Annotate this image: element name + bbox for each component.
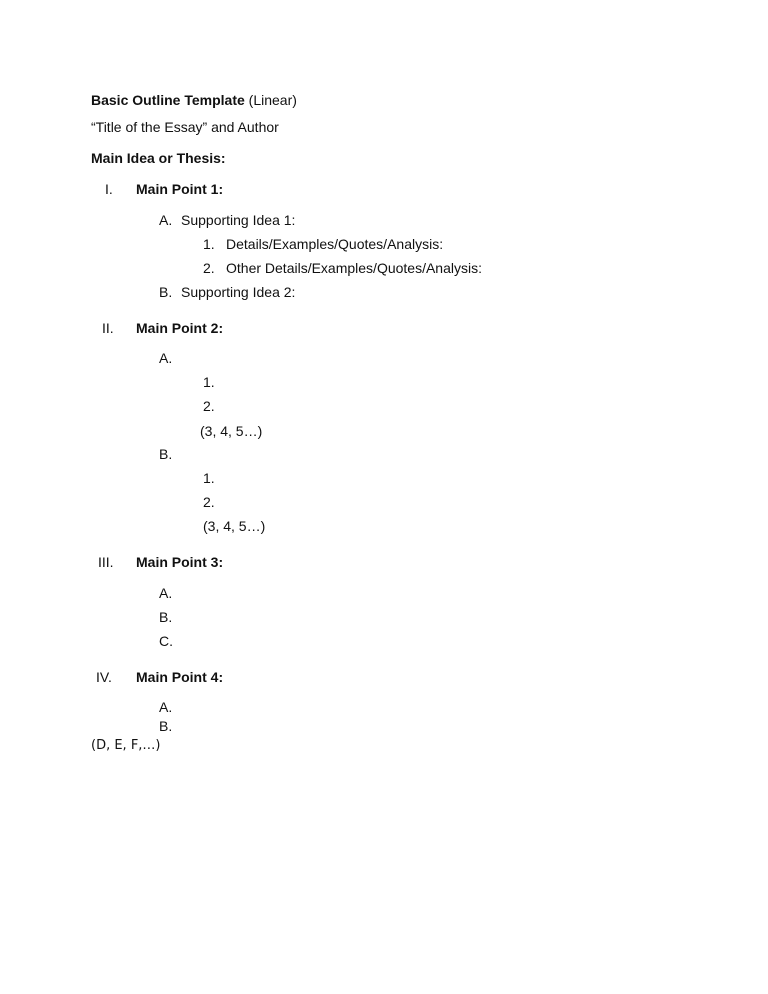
mp2-a-1-number: 1. bbox=[203, 374, 215, 390]
main-point-3-numeral: III. bbox=[98, 554, 114, 570]
mp4-item-a-letter: A. bbox=[159, 699, 173, 715]
mp2-a-continuation: (3, 4, 5…) bbox=[200, 423, 263, 439]
essay-title-line: “Title of the Essay” and Author bbox=[91, 119, 279, 135]
main-point-1-numeral: I. bbox=[105, 181, 113, 197]
mp1-a-1-text: Details/Examples/Quotes/Analysis: bbox=[226, 236, 444, 252]
mp3-item-c-letter: C. bbox=[159, 633, 173, 649]
final-continuation: (D, E, F,…) bbox=[91, 738, 161, 753]
main-point-3-label: Main Point 3: bbox=[136, 554, 224, 570]
mp1-item-b-letter: B. bbox=[159, 284, 173, 300]
mp2-b-continuation: (3, 4, 5…) bbox=[203, 518, 266, 534]
main-point-4-numeral: IV. bbox=[96, 669, 112, 685]
mp2-item-b-letter: B. bbox=[159, 446, 173, 462]
mp3-item-b-letter: B. bbox=[159, 609, 173, 625]
document-title bbox=[91, 91, 297, 109]
mp2-item-a-letter: A. bbox=[159, 350, 173, 366]
mp1-item-a-text: Supporting Idea 1: bbox=[181, 212, 296, 228]
main-point-2-label: Main Point 2: bbox=[136, 320, 224, 336]
main-point-4-label: Main Point 4: bbox=[136, 669, 224, 685]
mp2-a-2-number: 2. bbox=[203, 398, 215, 414]
main-point-1-label: Main Point 1: bbox=[136, 181, 224, 197]
mp1-a-2-text: Other Details/Examples/Quotes/Analysis: bbox=[226, 260, 482, 276]
mp1-item-b-text: Supporting Idea 2: bbox=[181, 284, 296, 300]
title-suffix-text: (Linear) bbox=[244, 92, 297, 108]
mp2-b-2-number: 2. bbox=[203, 494, 215, 510]
thesis-heading: Main Idea or Thesis: bbox=[91, 150, 226, 166]
mp1-a-2-number: 2. bbox=[203, 260, 215, 276]
main-point-2-numeral: II. bbox=[102, 320, 114, 336]
mp4-item-b-letter: B. bbox=[159, 718, 173, 734]
mp3-item-a-letter: A. bbox=[159, 585, 173, 601]
mp1-a-1-number: 1. bbox=[203, 236, 215, 252]
title-bold-text: Basic Outline Template bbox=[91, 92, 245, 108]
mp1-item-a-letter: A. bbox=[159, 212, 173, 228]
mp2-b-1-number: 1. bbox=[203, 470, 215, 486]
